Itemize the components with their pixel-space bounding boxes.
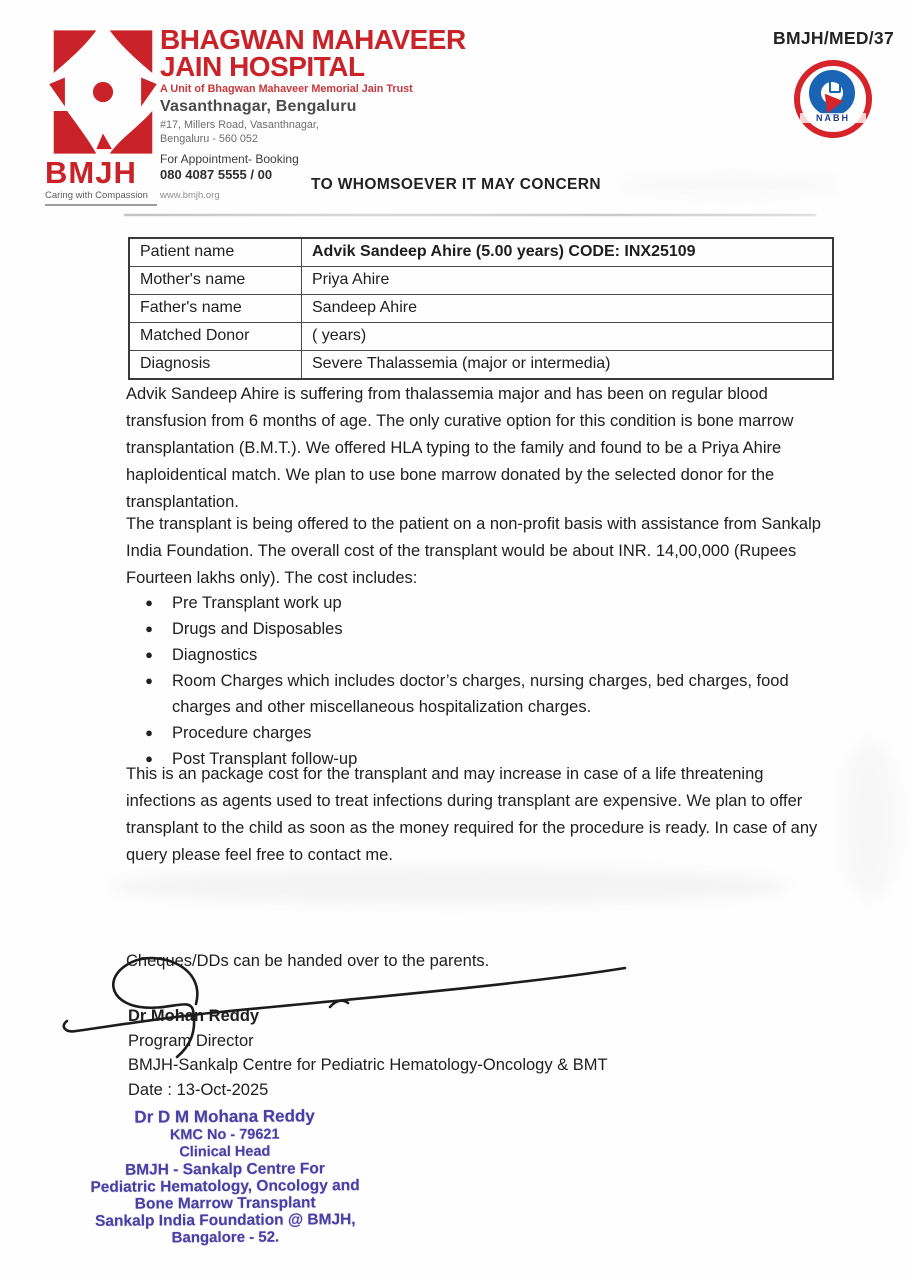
row-value: Sandeep Ahire bbox=[312, 299, 417, 316]
list-item bbox=[126, 642, 823, 668]
paragraph-package-note: This is an package cost for the transplant and may increase in case of a life threatening infections as agents used to treat infections during transplant are expensive. We plan to offer transplant to the child as soon as the money required for the procedure is ready. In case of any query please feel free to contact me. bbox=[126, 765, 818, 864]
appointment-label: For Appointment- Booking bbox=[160, 152, 299, 166]
hospital-name-line2: JAIN HOSPITAL bbox=[160, 51, 365, 82]
row-label: Matched Donor bbox=[130, 323, 302, 350]
list-item bbox=[126, 590, 823, 616]
list-item-text: Post Transplant follow-up bbox=[172, 750, 358, 768]
hospital-address bbox=[160, 118, 500, 146]
hospital-name-line1: BHAGWAN MAHAVEER bbox=[160, 24, 466, 55]
row-value: Advik Sandeep Ahire (5.00 years) CODE: INX25109 bbox=[312, 243, 696, 260]
stamp-line: Sankalp India Foundation @ BMJH, bbox=[94, 1211, 356, 1230]
signatory-title: Program Director bbox=[128, 1031, 254, 1050]
stamp-line: Bangalore - 52. bbox=[171, 1228, 280, 1247]
bmjh-flower-icon bbox=[47, 28, 159, 156]
hospital-identity bbox=[160, 26, 500, 201]
row-value: ( years) bbox=[312, 327, 367, 344]
bullet-icon: ● bbox=[145, 647, 153, 662]
stamp-line: Bone Marrow Transplant bbox=[134, 1194, 316, 1213]
table-row bbox=[130, 351, 832, 378]
list-item-text: Procedure charges bbox=[172, 724, 312, 742]
cheques-note: Cheques/DDs can be handed over to the parents. bbox=[126, 952, 490, 970]
row-label: Diagnosis bbox=[130, 351, 302, 378]
stamp-line: Pediatric Hematology, Oncology and bbox=[90, 1177, 360, 1196]
stamp-line: Dr D M Mohana Reddy bbox=[134, 1106, 315, 1127]
row-label: Patient name bbox=[130, 239, 302, 266]
row-label: Father's name bbox=[130, 295, 302, 322]
letter-title: TO WHOMSOEVER IT MAY CONCERN bbox=[311, 176, 601, 193]
logo-divider bbox=[45, 204, 157, 206]
signatory-name: Dr Mohan Reddy bbox=[128, 1007, 260, 1025]
stamp-line: Clinical Head bbox=[179, 1143, 271, 1161]
table-row bbox=[130, 295, 832, 323]
hospital-unit-line: A Unit of Bhagwan Mahaveer Memorial Jain Trust bbox=[160, 83, 413, 95]
bullet-icon: ● bbox=[145, 751, 153, 766]
bullet-icon: ● bbox=[145, 595, 153, 610]
bullet-icon: ● bbox=[145, 725, 153, 740]
appointment-phone: 080 4087 5555 / 00 bbox=[160, 167, 273, 182]
address-line-2: Bengaluru - 560 052 bbox=[160, 133, 258, 145]
table-row bbox=[130, 239, 832, 267]
address-line-1: #17, Millers Road, Vasanthnagar, bbox=[160, 119, 319, 131]
patient-info-table bbox=[128, 237, 834, 380]
scan-line bbox=[124, 214, 816, 216]
nabh-accreditation-seal bbox=[794, 60, 872, 138]
row-value: Priya Ahire bbox=[312, 271, 390, 288]
scan-smudge bbox=[110, 868, 790, 904]
letter-date: Date : 13-Oct-2025 bbox=[128, 1080, 269, 1099]
scan-smudge bbox=[840, 740, 900, 900]
list-item-text: Drugs and Disposables bbox=[172, 620, 343, 638]
paragraph-cost: The transplant is being offered to the patient on a non-profit basis with assistance from Sankalp India Foundation. The overall cost of the transplant would be about INR. 14,00,000 (Rupees Fourteen lakhs only). The cost includes: bbox=[126, 515, 821, 587]
table-row bbox=[130, 267, 832, 295]
hospital-location: Vasanthnagar, Bengaluru bbox=[160, 98, 357, 115]
list-item-text: Room Charges which includes doctor’s charges, nursing charges, bed charges, food charges and other miscellaneous hospitalization charges. bbox=[172, 672, 789, 716]
logo-acronym: BMJH bbox=[45, 155, 137, 190]
list-item bbox=[126, 668, 823, 720]
row-label: Mother's name bbox=[130, 267, 302, 294]
cost-items-list bbox=[126, 590, 823, 772]
logo-tagline: Caring with Compassion bbox=[45, 190, 148, 201]
rubber-stamp bbox=[55, 1105, 396, 1247]
bullet-icon: ● bbox=[145, 621, 153, 636]
list-item bbox=[126, 616, 823, 642]
paragraph-diagnosis: Advik Sandeep Ahire is suffering from thalassemia major and has been on regular blood transfusion from 6 months of age. The only curative option for this condition is bone marrow transplantation (B.M.T.). We offered HLA typing to the family and found to be a Priya Ahire haploidentical match. We plan to use bone marrow donated by the selected donor for the transplantation. bbox=[126, 385, 794, 511]
document-reference: BMJH/MED/37 bbox=[773, 28, 894, 48]
stamp-line: KMC No - 79621 bbox=[169, 1126, 280, 1144]
table-row bbox=[130, 323, 832, 351]
row-value: Severe Thalassemia (major or intermedia) bbox=[312, 355, 611, 372]
stamp-line: BMJH - Sankalp Centre For bbox=[124, 1160, 325, 1179]
list-item bbox=[126, 720, 823, 746]
bullet-icon: ● bbox=[145, 673, 153, 688]
nabh-label: NABH bbox=[800, 113, 866, 123]
signature-block bbox=[128, 1004, 728, 1102]
hospital-website: www.bmjh.org bbox=[160, 190, 220, 201]
signatory-org: BMJH-Sankalp Centre for Pediatric Hematology-Oncology & BMT bbox=[128, 1056, 608, 1074]
list-item-text: Diagnostics bbox=[172, 646, 258, 664]
list-item-text: Pre Transplant work up bbox=[172, 594, 342, 612]
